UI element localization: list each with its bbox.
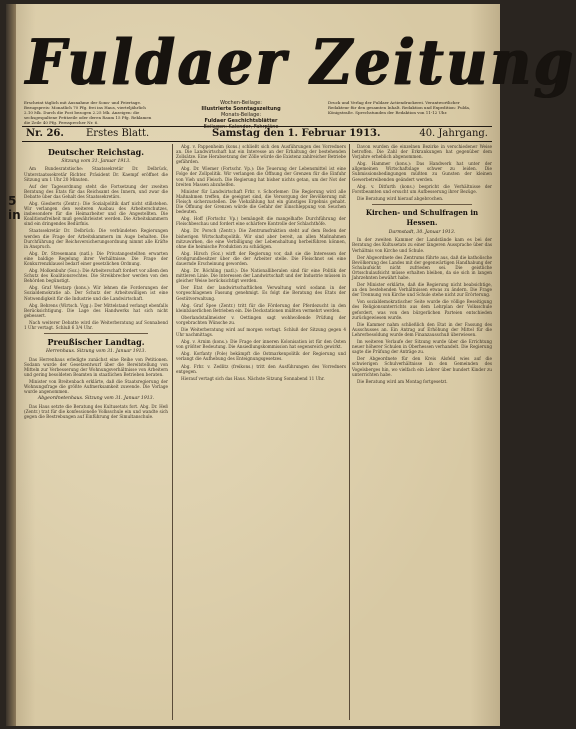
publisher-info-right: Druck und Verlag der Fuldaer Actiendruckerei. Verantwortlicher Redakteur für den gesamten Inhalt. Redaktion und Expedition: Fulda, Königstraße. Sprechstunden der Redaktion von 11-12 Uhr.: [328, 100, 471, 115]
article-paragraph: Abg. v. Ditfurth (kons.) bespricht die Verhältnisse der Forstbeamten und ersucht um Aufbesserung ihrer Bezüge.: [352, 183, 492, 194]
article-paragraph: Staatssekretär Dr. Delbrück: Die verbündeten Regierungen werden die Frage der Arbeitskammern im Auge behalten. Die Durchführung der Reichsversicherungsordnung nimmt alle Kräfte in Anspruch.: [24, 228, 168, 249]
article-paragraph: Abg. Hammer (kons.): Das Handwerk hat unter der allgemeinen Wirtschaftslage schwer zu leiden. Die Submissionsbedingungen müßten zu Gunsten der kleinen Gewerbetreibenden geändert werden.: [352, 161, 492, 182]
article-heading: Deutscher Reichstag.: [47, 147, 145, 157]
article-paragraph: Abg. Dr. Wiemer (Fortschr. Vp.): Die Teuerung der Lebensmittel ist eine Folge der Zollpolitik. Wir verlangen die Öffnung der Grenzen für die Einfuhr von Vieh und Fleisch. Die Regierung hat bisher nichts getan, um der Not der breiten Massen abzuhelfen.: [176, 166, 346, 187]
column-divider: [172, 144, 173, 720]
issue-date: Samstag den 1. Februar 1913.: [212, 128, 381, 139]
publisher-info-left: Erscheint täglich mit Ausnahme der Sonn- und Feiertage. Bezugspreis: Monatlich 70 Pfg. frei ins Haus, vierteljährlich 2.10 Mk. Durch die Post bezogen 2.25 Mk. Anzeigen: die sechsgespaltene Petitzeile oder deren Raum 15 Pfg. Reklamen die Zeile 40 Pfg. Fernsprecher Nr. 6.: [24, 100, 152, 125]
article-subheading: Abgeordnetenhaus. Sitzung vom 31. Januar 1913.: [37, 396, 155, 402]
page-spine: [6, 4, 21, 726]
supplement-line: Monats-Beilage:: [220, 112, 262, 118]
article-paragraph: Am Bundesratstische: Staatssekretär Dr. Delbrück, Unterstaatssekretär Richter. Präsident Dr. Kaempf eröffnet die Sitzung um 1 Uhr 20 Minuten.: [24, 166, 168, 182]
article-paragraph: Abg. Korfanty (Pole) bekämpft die Ostmarkenpolitik der Regierung und verlangt die Aufhebung des Enteignungsgesetzes.: [176, 351, 346, 362]
article-paragraph: Davon wurden die einzelnen Bezirke in verschiedener Weise betroffen. Die Zahl der Erkrankungen hat gegenüber dem Vorjahre erheblich abgenommen.: [352, 144, 492, 160]
article-subheading: Darmstadt, 30. Januar 1913.: [388, 229, 456, 235]
column-divider: [349, 144, 350, 720]
article-heading: Preußischer Landtag.: [47, 337, 145, 348]
article-paragraph: Minister für Landwirtschaft Frhr. v. Schorlemer: Die Regierung wird alle Maßnahmen treffen, die geeignet sind, die Versorgung der Bevölkerung mit Fleisch sicherzustellen. Die Viehzählung hat ein günstiges Ergebnis gehabt. Die Öffnung der Grenzen würde die Gefahr der Einschleppung von Seuchen bedeuten.: [176, 188, 346, 215]
newspaper-page: [6, 4, 576, 726]
masthead-title: Fuldaer Zeitung: [26, 26, 576, 100]
article-paragraph: Abg. Graf Spee (Zentr.) tritt für die Förderung der Pferdezucht in den kleinbäuerlichen Betrieben ein. Die Deckstationen müßten vermehrt werden.: [176, 302, 346, 313]
supplement-line: Illustrierte Sonntagszeitung: [201, 106, 281, 112]
article-paragraph: Abg. Graf Westarp (kons.): Wir lehnen die Forderungen der Sozialdemokratie ab. Der Schutz der Arbeitswilligen ist eine Notwendigkeit für die Industrie und die Landwirtschaft.: [24, 285, 168, 301]
supplements-info: [162, 100, 320, 130]
article-paragraph: Der Minister erklärte, daß die Regierung nicht beabsichtige, an den bestehenden Verhältnissen etwas zu ändern. Die Frage der Trennung von Kirche und Schule stehe nicht zur Erörterung.: [352, 282, 492, 298]
article-subheading: Herrenhaus. Sitzung vom 31. Januar 1913.: [46, 349, 146, 355]
article-paragraph: Abg. Dr. Stresemann (natl.): Die Privatangestellten erwarten eine baldige Regelung ihrer Verhältnisse. Die Frage der Konkurrenzklausel bedarf einer gesetzlichen Ordnung.: [24, 250, 168, 266]
article-paragraph: Abg. Giesberts (Zentr.): Die Sozialpolitik darf nicht stillstehen. Wir verlangen den weiteren Ausbau des Arbeiterschutzes, insbesondere für die Heimarbeiter und die Angestellten. Die Koalitionsfreiheit muß gewährleistet werden. Die Arbeitskammern sind ein dringendes Bedürfnis.: [24, 200, 168, 227]
article-paragraph: Der Abgeordnete für den Kreis Alsfeld wies auf die schwierigen Schulverhältnisse in den Gemeinden des Vogelsberges hin, wo vielfach ein Lehrer über hundert Kinder zu unterrichten habe.: [352, 356, 492, 377]
article-paragraph: Abg. Frhr. v. Zedlitz (freikons.) tritt den Ausführungen des Vorredners entgegen.: [176, 363, 346, 374]
article-paragraph: Der Abgeordnete des Zentrums führte aus, daß die katholische Bevölkerung des Landes mit der gegenwärtigen Handhabung der Schulaufsicht nicht zufrieden sei. Die geistliche Ortsschulaufsicht müsse erhalten bleiben, da sie sich in langen Jahrzehnten bewährt habe.: [352, 254, 492, 280]
column-middle: [176, 144, 346, 720]
article-paragraph: Auf der Tagesordnung steht die Fortsetzung der zweiten Beratung des Etats für das Reichsamt des Innern, und zwar die Debatte über das Gehalt des Staatssekretärs.: [24, 183, 168, 199]
article-paragraph: Minister von Breitenbach erklärte, daß die Staatsregierung der Wohnungsfrage die größte Aufmerksamkeit zuwende. Die Vorlage wurde angenommen.: [24, 378, 168, 395]
article-paragraph: Das Herrenhaus erledigte zunächst eine Reihe von Petitionen. Sodann wurde der Gesetzentwurf über die Bereitstellung von Mitteln zur Verbesserung der Wohnungsverhältnisse von Arbeitern und gering besoldeten Beamten in staatlichen Betrieben beraten.: [24, 356, 168, 377]
section-rule: [372, 204, 472, 205]
article-subheading: Sitzung vom 31. Januar 1913.: [61, 159, 131, 164]
column-right: [352, 144, 492, 720]
supplement-line: Fuldaer Geschichtsblätter: [204, 118, 278, 124]
volume-year: 40. Jahrgang.: [419, 128, 488, 139]
section-rule: [44, 333, 148, 334]
article-paragraph: Das Haus setzte die Beratung des Kultusetats fort. Abg. Dr. Heß (Zentr.) trat für die konfessionelle Volksschule ein und wandte sich gegen die Bestrebungen auf Einführung der Simultanschule.: [24, 403, 168, 419]
article-paragraph: Die Kammer nahm schließlich den Etat in der Fassung des Ausschusses an. Ein Antrag auf Erhöhung der Mittel für die Lehrerbesoldung wurde dem Finanzausschuß überwiesen.: [352, 321, 492, 337]
supplement-line: Beilagen: Kalender, Fahrpläne: [203, 124, 279, 130]
article-paragraph: Abg. Behrens (Wirtsch. Vgg.): Der Mittelstand verlangt ebenfalls Berücksichtigung. Die Lage des Handwerks hat sich nicht gebessert.: [24, 302, 168, 318]
article-paragraph: Abg. Hoff (Fortschr. Vp.) bemängelt die mangelhafte Durchführung der Fleischbeschau und fordert eine schärfere Kontrolle der Schlachthöfe.: [176, 216, 346, 227]
article-paragraph: Abg. Hirsch (Soz.) wirft der Regierung vor, daß sie die Interessen der Großgrundbesitzer über die der Arbeiter stelle. Die Fleischnot sei eine dauernde Erscheinung geworden.: [176, 250, 346, 266]
article-paragraph: Nach weiterer Debatte wird die Weiterberatung auf Sonnabend 1 Uhr vertagt. Schluß 6 3/4 Uhr.: [24, 319, 168, 331]
article-paragraph: Von sozialdemokratischer Seite wurde die völlige Beseitigung des Religionsunterrichts aus dem Lehrplan der Volksschule gefordert, was von den bürgerlichen Parteien entschieden zurückgewiesen wurde.: [352, 299, 492, 320]
dateline-bar: [22, 126, 492, 142]
article-heading: Kirchen- und Schulfragen in Hessen.: [365, 207, 479, 227]
article-paragraph: Abg. Molkenbuhr (Soz.): Die Arbeiterschaft fordert vor allem den Schutz des Koalitionsrechtes. Die Streikbrecher werden von den Behörden begünstigt.: [24, 268, 168, 284]
sheet-label: Erstes Blatt.: [86, 128, 150, 139]
article-paragraph: Die Beratung wird am Montag fortgesetzt.: [357, 378, 448, 384]
article-paragraph: Der Etat der landwirtschaftlichen Verwaltung wird sodann in der vorgeschlagenen Fassung genehmigt. Es folgt die Beratung des Etats der Gestütverwaltung.: [176, 285, 346, 301]
edge-letters: 5 in: [8, 194, 21, 222]
article-paragraph: In der zweiten Kammer der Landstände kam es bei der Beratung des Kultusetats zu einer längeren Aussprache über das Verhältnis von Kirche und Schule.: [352, 237, 492, 253]
article-paragraph: Die Beratung wird hierauf abgebrochen.: [357, 195, 444, 201]
article-paragraph: Die Weiterberatung wird auf morgen vertagt. Schluß der Sitzung gegen 4 Uhr nachmittags.: [176, 327, 346, 338]
article-paragraph: Hierauf vertagt sich das Haus. Nächste Sitzung Sonnabend 11 Uhr.: [181, 375, 325, 381]
column-left: [24, 144, 168, 720]
article-paragraph: Oberlandstallmeister v. Oettingen sagt wohlwollende Prüfung der vorgebrachten Wünsche zu.: [176, 314, 346, 325]
article-paragraph: Abg. Dr. Porsch (Zentr.): Die Zentrumsfraktion steht auf dem Boden der bisherigen Wirtschaftspolitik. Wir sind aber bereit, an allen Maßnahmen mitzuwirken, die eine Verbilligung der Lebenshaltung herbeiführen können, ohne die heimische Produktion zu schädigen.: [176, 228, 346, 249]
article-paragraph: Im weiteren Verlaufe der Sitzung wurde über die Errichtung neuer höherer Schulen in Oberhessen verhandelt. Die Regierung sagte die Prüfung der Anträge zu.: [352, 339, 492, 355]
supplement-line: Wochen-Beilage:: [220, 100, 262, 106]
article-paragraph: Abg. v. Arnim (kons.): Die Frage der inneren Kolonisation ist für den Osten von größter Bedeutung. Die Ansiedlungskommission hat segensreich gewirkt.: [176, 339, 346, 350]
issue-number: Nr. 26.: [26, 128, 64, 139]
article-paragraph: Abg. v. Pappenheim (kons.) schließt sich den Ausführungen des Vorredners an. Die Landwirtschaft hat ein Interesse an der Erhaltung der bestehenden Zollsätze. Eine Herabsetzung der Zölle würde die Existenz zahlreicher Betriebe gefährden.: [176, 144, 346, 165]
article-paragraph: Abg. Dr. Röchling (natl.): Die Nationalliberalen sind für eine Politik der mittleren Linie. Die Interessen der Landwirtschaft und der Industrie müssen in gleicher Weise berücksichtigt werden.: [176, 268, 346, 284]
